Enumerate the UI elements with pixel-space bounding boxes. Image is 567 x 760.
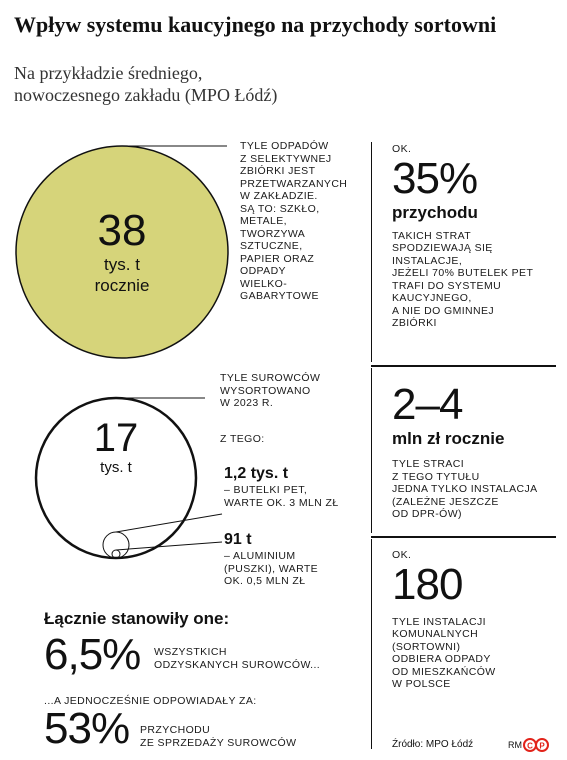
stat-line: OD MIESZKAŃCÓW [392, 665, 496, 678]
stat-line: TYLE INSTALACJI [392, 615, 486, 628]
caption-line: SĄ TO: SZKŁO, [240, 202, 320, 215]
big-circle-caption [240, 140, 347, 303]
caption-line: ZBIÓRKI JEST [240, 165, 316, 177]
caption-line: ODZYSKANYCH SUROWCÓW... [154, 658, 321, 671]
subtitle-line: Na przykładzie średniego, [14, 63, 203, 83]
stat-line: JEŻELI 70% BUTELEK PET [392, 267, 534, 279]
stat-prefix: OK. [392, 143, 412, 155]
stat-line: ODBIERA ODPADY [392, 653, 491, 665]
caption-line: TYLE ODPADÓW [240, 140, 329, 152]
big-circle-period: rocznie [94, 276, 150, 295]
medium-circle-unit: tys. t [100, 459, 132, 476]
of-which-label: Z TEGO: [220, 433, 265, 445]
caption-line: SZTUCZNE, [240, 240, 303, 252]
stat-line: TRAFI DO SYSTEMU [392, 279, 502, 292]
caption-line: WSZYSTKICH [154, 646, 227, 658]
column-rule-1 [371, 142, 372, 362]
stat-line: TYLE STRACI [392, 458, 465, 470]
stat-label: mln zł rocznie [392, 429, 505, 448]
stat-line: A NIE DO GMINNEJ [392, 304, 495, 317]
stat-line: TAKICH STRAT [392, 229, 472, 242]
stat-line: JEDNA TYLKO INSTALACJA [392, 483, 538, 495]
caption-line: W ZAKŁADZIE. [240, 190, 318, 202]
revenue-value: 53% [44, 704, 130, 753]
leader-line-pet [116, 514, 222, 532]
stat-installations [392, 549, 562, 691]
share-caption [154, 646, 320, 671]
aluminium-line: (PUSZKI), WARTE [224, 562, 319, 575]
revenue-caption [140, 724, 296, 749]
caption-line: WYSORTOWANO [220, 384, 311, 397]
caption-line: W 2023 R. [220, 397, 274, 409]
caption-line: TWORZYWA [240, 227, 306, 240]
stat-divider [371, 365, 556, 367]
caption-line: Z SELEKTYWNEJ [240, 152, 332, 165]
stat-line: INSTALACJE, [392, 254, 463, 267]
small-circle-pet [103, 532, 129, 558]
source-note: Źródło: MPO Łódź [392, 739, 474, 750]
big-circle-label [52, 208, 192, 296]
logo-p-glyph: P [539, 741, 545, 751]
stat-divider [371, 536, 556, 538]
caption-line: WIELKO- [240, 277, 288, 290]
stat-value: 180 [392, 559, 463, 609]
caption-line: METALE, [240, 215, 287, 227]
stat-line: Z TEGO TYTUŁU [392, 470, 480, 483]
leader-line-aluminium [116, 542, 222, 550]
aluminium-line: – ALUMINIUM [224, 550, 296, 562]
totals-heading: Łącznie stanowiły one: [44, 609, 230, 628]
aluminium-value: 91 t [224, 531, 252, 548]
stat-label: przychodu [392, 202, 478, 222]
stat-revenue-loss [392, 143, 562, 330]
stat-line: (SORTOWNI) [392, 640, 461, 653]
stat-line: OD DPR-ÓW) [392, 508, 462, 520]
stat-value: 35% [392, 153, 478, 203]
caption-line: TYLE SUROWCÓW [220, 372, 321, 384]
medium-circle-value: 17 [93, 416, 139, 460]
caption-line: ZE SPRZEDAŻY SUROWCÓW [140, 736, 297, 749]
stat-annual-loss [392, 382, 562, 521]
caption-line: PRZYCHODU [140, 724, 211, 736]
stat-line: KAUCYJNEGO, [392, 292, 472, 304]
logo-c-glyph: C [527, 741, 533, 751]
caption-line: GABARYTOWE [240, 290, 319, 302]
caption-line: ODPADY [240, 265, 286, 277]
medium-circle-label [66, 418, 166, 478]
stat-line: (ZALEŻNE JESZCZE [392, 495, 499, 508]
stat-prefix: OK. [392, 549, 412, 561]
column-rule-3 [371, 539, 372, 749]
big-circle-unit: tys. t [104, 255, 140, 274]
subtitle-line: nowoczesnego zakładu (MPO Łódź) [14, 85, 278, 105]
pet-line: WARTE OK. 3 MLN ZŁ [224, 496, 339, 509]
medium-circle-caption [220, 372, 320, 410]
stat-line: W POLSCE [392, 678, 451, 690]
meanwhile-label: ...A JEDNOCZEŚNIE ODPOWIADAŁY ZA: [44, 695, 257, 707]
share-value: 6,5% [44, 630, 141, 679]
pet-block [224, 464, 339, 509]
aluminium-block [224, 530, 318, 588]
pet-line: – BUTELKI PET, [224, 484, 308, 496]
stat-line: ZBIÓRKI [392, 317, 437, 329]
caption-line: PRZETWARZANYCH [240, 177, 348, 190]
page-title: Wpływ systemu kaucyjnego na przychody sortowni [14, 12, 497, 37]
caption-line: PAPIER ORAZ [240, 252, 315, 265]
stat-value: 2–4 [392, 380, 463, 429]
aluminium-line: OK. 0,5 MLN ZŁ [224, 575, 306, 587]
stat-line: SPODZIEWAJĄ SIĘ [392, 242, 493, 254]
big-circle-value: 38 [97, 206, 147, 255]
pet-value: 1,2 tys. t [224, 465, 289, 482]
stat-line: KOMUNALNYCH [392, 628, 479, 640]
author-credit: RM [508, 740, 522, 750]
column-rule-2 [371, 368, 372, 533]
